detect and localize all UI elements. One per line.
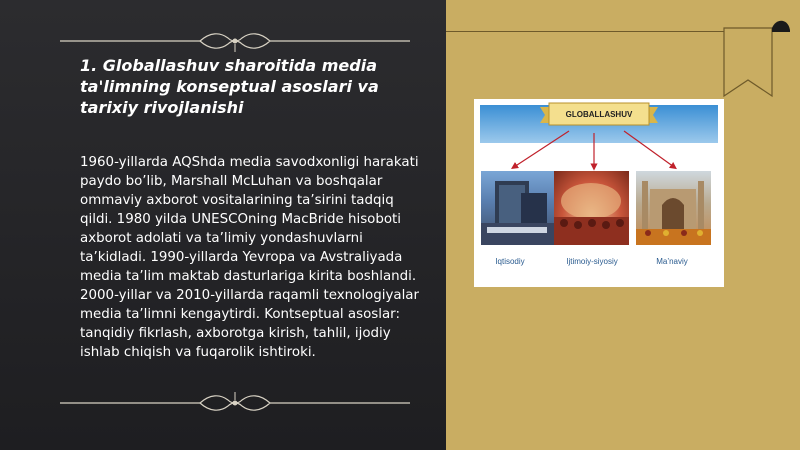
bottom-ornament-divider xyxy=(60,392,410,414)
caption-social-political: Ijtimoiy-siyosiy xyxy=(566,257,618,266)
caption-spiritual: Ma’naviy xyxy=(656,257,688,266)
caption-economic: Iqtisodiy xyxy=(495,257,525,266)
globalization-figure xyxy=(474,99,724,287)
slide-body-text: 1960-yillarda AQShda media savodxonligi harakati paydo bo’lib, Marshall McLuhan va boshqalar ommaviy axborot vositalarining ta’sirini tadqiq qildi. 1980 yilda UNESCOning MacBride hisoboti axborot adolati va ta’limiy yondashuvlarni ta’kidladi. 1990-yillarda Yevropa va Avstraliyada media ta’lim maktab dasturlariga kirita boshlandi. 2000-yillar va 2010-yillarda raqamli texnologiyalar media ta’limni kengaytirdi. Kontseptual asoslar: tanqidiy fikrlash, axborotga kirish, tahlil, ijodiy ishlab chiqish va fuqarolik ishtiroki. xyxy=(80,155,420,360)
banner-label: GLOBALLASHUV xyxy=(565,110,633,119)
economy-building-image xyxy=(481,171,556,245)
slide-title: 1. Globallashuv sharoitida media ta'limning konseptual asoslari va tarixiy rivojlanishi xyxy=(80,56,379,117)
bookmark-ribbon-icon xyxy=(720,18,792,100)
social-political-image xyxy=(554,171,629,245)
top-ornament-divider xyxy=(60,30,410,52)
spiritual-mosque-image xyxy=(636,171,711,245)
